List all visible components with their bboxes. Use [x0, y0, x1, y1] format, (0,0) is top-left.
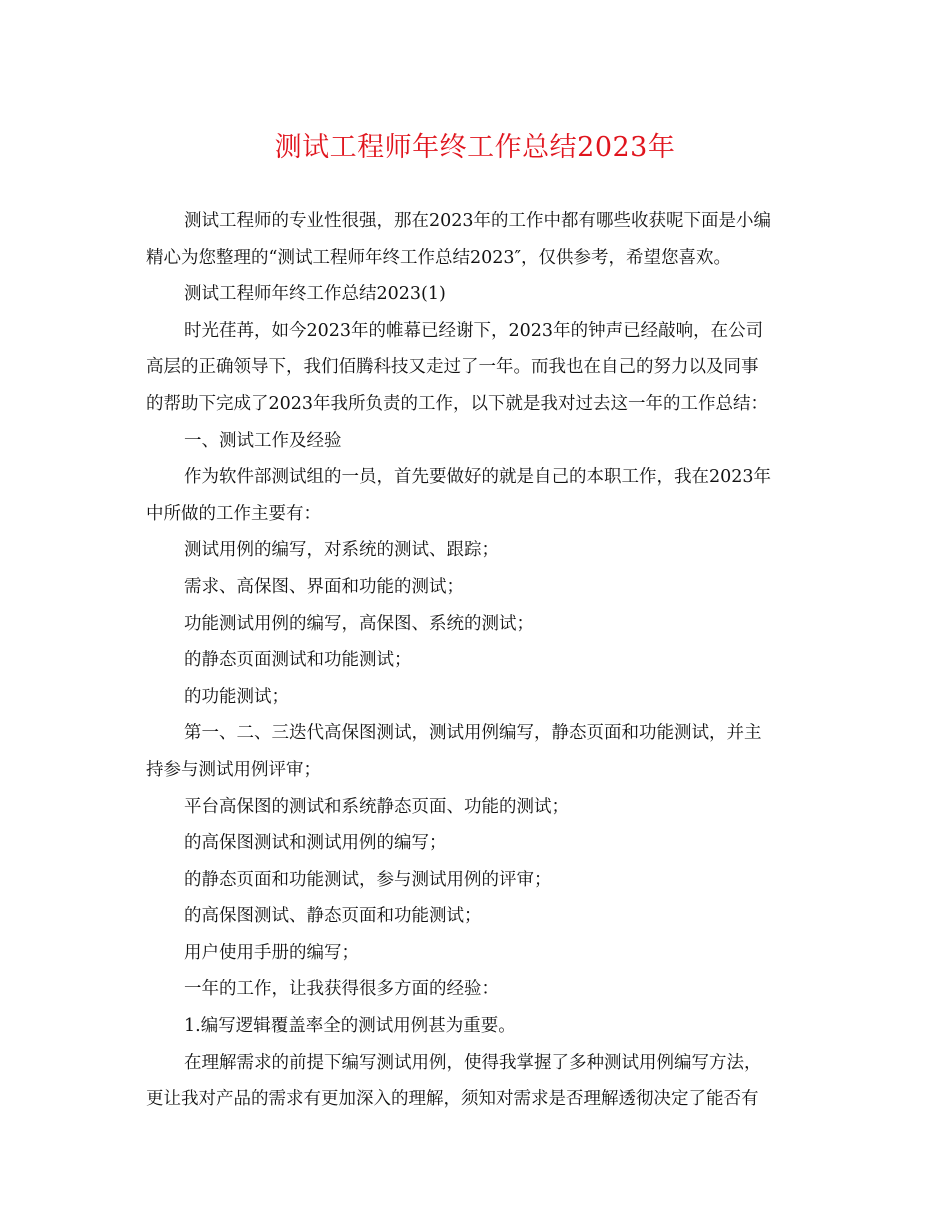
paragraph-line: 中所做的工作主要有： — [146, 503, 321, 524]
paragraph-line: 高层的正确领导下，我们佰腾科技又走过了一年。而我也在自己的努力以及同事 — [146, 357, 759, 378]
list-item: 功能测试用例的编写，高保图、系统的测试； — [184, 613, 534, 634]
document-title: 测试工程师年终工作总结2023年 — [274, 132, 676, 163]
paragraph-line: 的帮助下完成了2023年我所负责的工作，以下就是我对过去这一年的工作总结： — [146, 393, 769, 414]
list-item: 的高保图测试和测试用例的编写； — [184, 833, 447, 854]
list-item: 需求、高保图、界面和功能的测试； — [184, 576, 464, 597]
list-item: 测试用例的编写，对系统的测试、跟踪； — [184, 540, 499, 561]
subsection-heading: 1.编写逻辑覆盖率全的测试用例甚为重要。 — [184, 1016, 516, 1037]
paragraph-line: 时光荏苒，如今2023年的帷幕已经谢下，2023年的钟声已经敲响，在公司 — [184, 320, 764, 341]
list-item: 的高保图测试、静态页面和功能测试； — [184, 906, 482, 927]
section-heading: 测试工程师年终工作总结2023(1) — [184, 284, 446, 305]
list-item: 的静态页面测试和功能测试； — [184, 650, 412, 671]
paragraph-line: 精心为您整理的“测试工程师年终工作总结2023″，仅供参考，希望您喜欢。 — [146, 247, 732, 268]
document-body — [146, 203, 810, 1118]
list-item: 第一、二、三迭代高保图测试，测试用例编写，静态页面和功能测试，并主 — [184, 723, 762, 744]
list-item: 的静态页面和功能测试，参与测试用例的评审； — [184, 869, 552, 890]
paragraph-line: 作为软件部测试组的一员，首先要做好的就是自己的本职工作，我在2023年 — [184, 467, 772, 488]
list-item: 持参与测试用例评审； — [146, 759, 321, 780]
list-item: 用户使用手册的编写； — [184, 942, 359, 963]
list-item: 的功能测试； — [184, 686, 289, 707]
list-item: 平台高保图的测试和系统静态页面、功能的测试； — [184, 796, 569, 817]
paragraph-line: 在理解需求的前提下编写测试用例，使得我掌握了多种测试用例编写方法， — [184, 1052, 762, 1073]
paragraph-line: 更让我对产品的需求有更加深入的理解，须知对需求是否理解透彻决定了能否有 — [146, 1089, 759, 1110]
paragraph-line: 测试工程师的专业性很强，那在2023年的工作中都有哪些收获呢下面是小编 — [184, 211, 772, 231]
paragraph-line: 一年的工作，让我获得很多方面的经验： — [184, 979, 499, 1000]
section-heading: 一、测试工作及经验 — [184, 430, 342, 451]
